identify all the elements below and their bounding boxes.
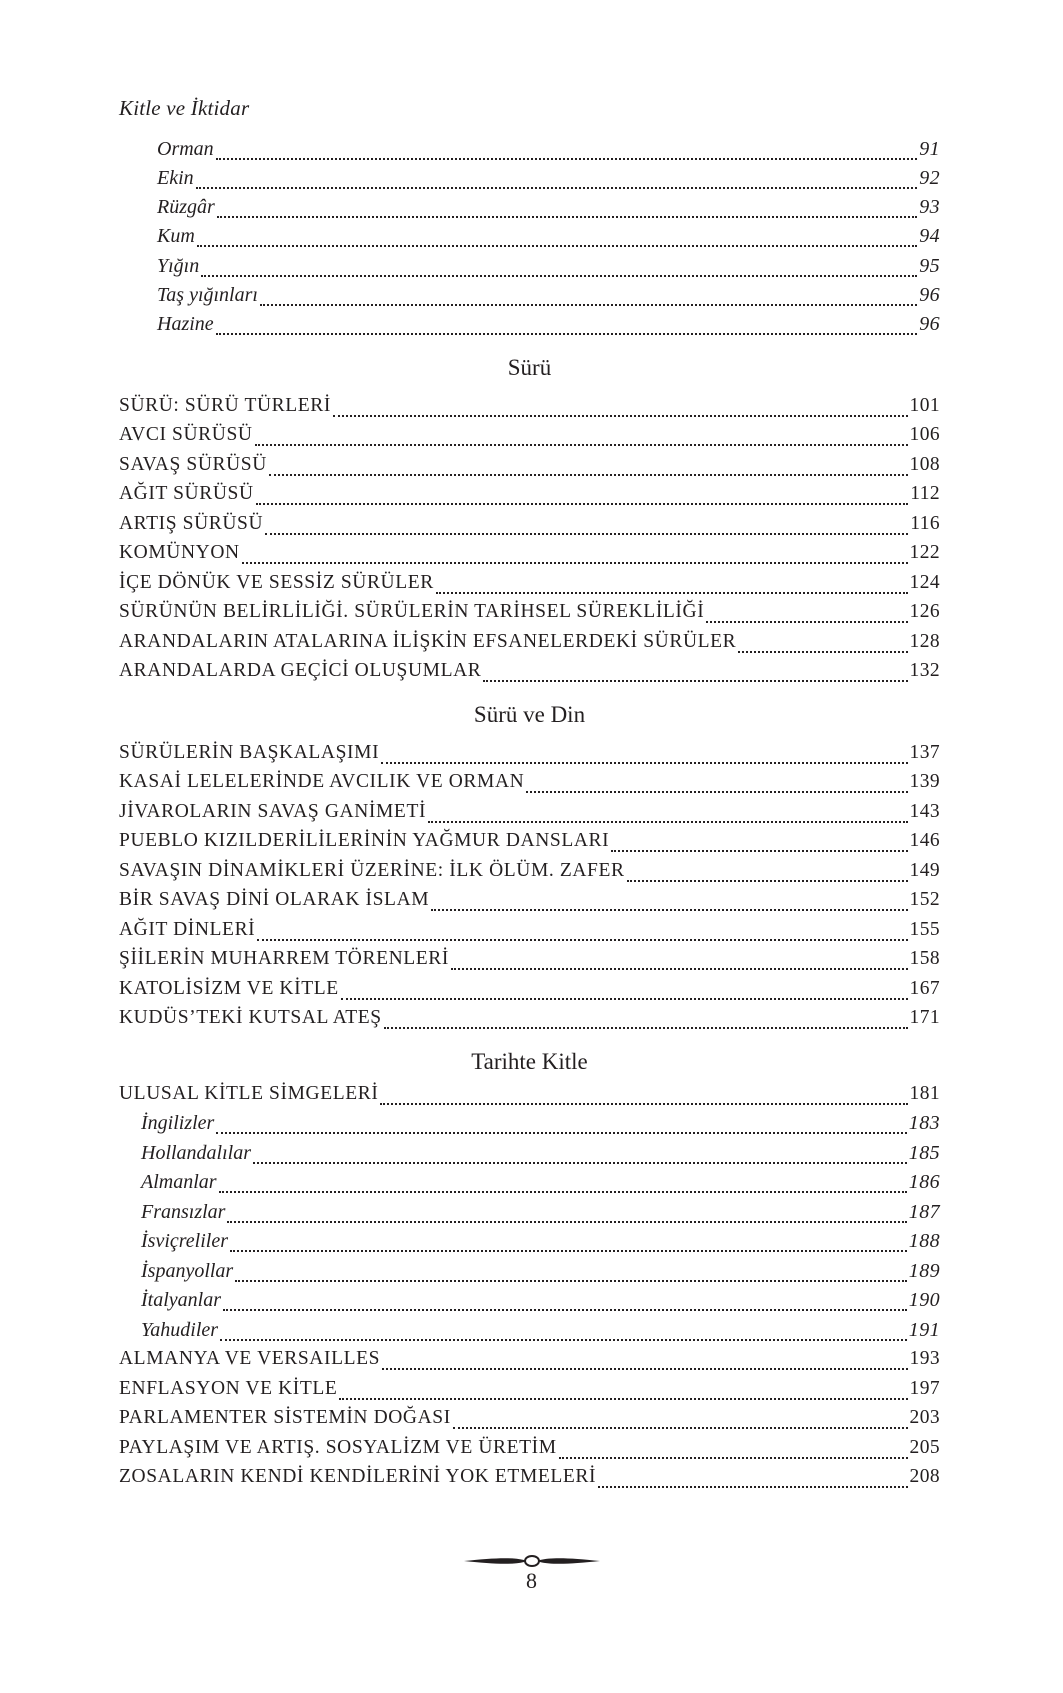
toc-entry-ruzgar: [157, 196, 940, 224]
toc-entry-page: 132: [909, 660, 940, 681]
dot-leader: [453, 1427, 908, 1429]
toc-entry: [119, 742, 940, 770]
toc-entry: [141, 1289, 940, 1317]
section-heading: Sürü ve Din: [473, 702, 586, 727]
toc-entry-page: 126: [909, 601, 940, 622]
toc-entry-page: 143: [909, 801, 940, 822]
toc-entry: [119, 919, 940, 947]
toc-entry-title: SÜRÜ: SÜRÜ TÜRLERİ: [119, 395, 331, 416]
toc-entry-title: Taş yığınları: [157, 284, 258, 306]
dot-leader: [339, 1398, 907, 1400]
toc-entry: [119, 801, 940, 829]
toc-entry-page: 181: [909, 1083, 940, 1104]
toc-entry-kum: [157, 225, 940, 253]
toc-entry-title: ULUSAL KİTLE SİMGELERİ: [119, 1083, 379, 1104]
toc-entry-page: 208: [909, 1466, 940, 1487]
dot-leader: [428, 821, 907, 823]
toc-entry: [119, 395, 940, 423]
toc-entry-title: SAVAŞIN DİNAMİKLERİ ÜZERİNE: İLK ÖLÜM. ZAFER: [119, 860, 625, 881]
dot-leader: [227, 1221, 906, 1223]
toc-entry-title: İtalyanlar: [141, 1289, 221, 1311]
toc-entry-page: 112: [910, 483, 940, 504]
toc-entry-page: 149: [909, 860, 940, 881]
toc-entry-title: SÜRÜLERİN BAŞKALAŞIMI: [119, 742, 380, 763]
toc-entry-title: Kum: [157, 225, 195, 247]
toc-entry-title: İÇE DÖNÜK VE SESSİZ SÜRÜLER: [119, 572, 434, 593]
dot-leader: [526, 791, 907, 793]
dot-leader: [559, 1457, 908, 1459]
toc-entry-page: 128: [909, 631, 940, 652]
toc-entry-page: 94: [919, 225, 940, 247]
toc-entry-title: AVCI SÜRÜSÜ: [119, 424, 253, 445]
toc-entry: [141, 1142, 940, 1170]
toc-entry-title: PARLAMENTER SİSTEMİN DOĞASI: [119, 1407, 451, 1428]
toc-entry-title: KUDÜS’TEKİ KUTSAL ATEŞ: [119, 1007, 382, 1028]
toc-entry-title: Fransızlar: [141, 1201, 226, 1223]
toc-entry-title: Hazine: [157, 313, 214, 335]
toc-entry-page: 96: [919, 284, 940, 306]
toc-entry: [119, 830, 940, 858]
toc-entry: [119, 1466, 940, 1494]
toc-entry-yigin: [157, 255, 940, 283]
dot-leader: [256, 503, 909, 505]
toc-entry-title: İngilizler: [141, 1112, 215, 1134]
dot-leader: [235, 1280, 907, 1282]
dot-leader: [253, 1162, 907, 1164]
toc-entry-page: 167: [909, 978, 940, 999]
toc-entry-title: ŞİİLERİN MUHARREM TÖRENLERİ: [119, 948, 449, 969]
toc-entry-page: 101: [909, 395, 940, 416]
toc-entry-page: 106: [909, 424, 940, 445]
toc-entry: [119, 572, 940, 600]
toc-entry-page: 124: [909, 572, 940, 593]
toc-entry-title: Almanlar: [141, 1171, 217, 1193]
toc-entry-page: 191: [908, 1319, 940, 1341]
dot-leader: [436, 592, 908, 594]
toc-entry-title: SÜRÜNÜN BELİRLİLİĞİ. SÜRÜLERİN TARİHSEL SÜREKLİLİĞİ: [119, 601, 705, 622]
toc-entry: [119, 1348, 940, 1376]
toc-entry-page: 152: [909, 889, 940, 910]
toc-entry: [119, 542, 940, 570]
toc-entry-title: ARANDALARDA GEÇİCİ OLUŞUMLAR: [119, 660, 482, 681]
toc-entry-page: 193: [909, 1348, 940, 1369]
toc-entry: [141, 1260, 940, 1288]
toc-entry-page: 139: [909, 771, 940, 792]
dot-leader: [431, 909, 907, 911]
toc-entry: [119, 513, 940, 541]
toc-entry: [141, 1112, 940, 1140]
toc-entry-page: 146: [909, 830, 940, 851]
toc-entry-ekin: [157, 167, 940, 195]
toc-entry: [119, 771, 940, 799]
dot-leader: [341, 998, 908, 1000]
toc-entry-title: Yahudiler: [141, 1319, 219, 1341]
dot-leader: [260, 304, 917, 306]
toc-entry-title: JİVAROLARIN SAVAŞ GANİMETİ: [119, 801, 427, 822]
dot-leader: [196, 187, 918, 189]
toc-entry-page: 205: [909, 1437, 940, 1458]
dot-leader: [242, 562, 908, 564]
toc-entry: [119, 1407, 940, 1435]
toc-entry-title: PUEBLO KIZILDERİLİLERİNİN YAĞMUR DANSLARI: [119, 830, 610, 851]
toc-entry: [119, 1083, 940, 1111]
dot-leader: [381, 762, 907, 764]
dot-leader: [380, 1103, 907, 1105]
toc-entry-title: Hollandalılar: [141, 1142, 252, 1164]
toc-entry-page: 186: [908, 1171, 940, 1193]
toc-entry: [119, 1437, 940, 1465]
dot-leader: [483, 680, 907, 682]
toc-entry-orman: [157, 138, 940, 166]
toc-entry: [119, 454, 940, 482]
toc-entry: [119, 660, 940, 688]
toc-entry-title: KASAİ LELELERİNDE AVCILIK VE ORMAN: [119, 771, 525, 792]
toc-entry: [119, 889, 940, 917]
toc-entry: [141, 1201, 940, 1229]
toc-entry-title: ZOSALARIN KENDİ KENDİLERİNİ YOK ETMELERİ: [119, 1466, 597, 1487]
toc-entry-title: ALMANYA VE VERSAILLES: [119, 1348, 381, 1369]
toc-entry-title: SAVAŞ SÜRÜSÜ: [119, 454, 267, 475]
toc-entry-page: 91: [919, 138, 940, 160]
toc-entry-title: ARTIŞ SÜRÜSÜ: [119, 513, 264, 534]
dot-leader: [201, 275, 917, 277]
toc-entry-title: AĞIT DİNLERİ: [119, 919, 256, 940]
toc-entry-title: Rüzgâr: [157, 196, 215, 218]
toc-entry-title: Ekin: [157, 167, 194, 189]
toc-entry-page: 92: [919, 167, 940, 189]
toc-entry-page: 108: [909, 454, 940, 475]
toc-entry: [119, 978, 940, 1006]
toc-entry-page: 96: [919, 313, 940, 335]
section-heading: Sürü: [507, 355, 552, 380]
toc-entry-title: KATOLİSİZM VE KİTLE: [119, 978, 339, 999]
toc-entry-page: 95: [919, 255, 940, 277]
toc-entry-page: 187: [908, 1201, 940, 1223]
toc-entry-title: ENFLASYON VE KİTLE: [119, 1378, 338, 1399]
dot-leader: [220, 1339, 907, 1341]
dot-leader: [216, 333, 918, 335]
dot-leader: [598, 1486, 907, 1488]
toc-entry: [119, 483, 940, 511]
toc-entry-page: 158: [909, 948, 940, 969]
toc-entry-title: Yığın: [157, 255, 200, 277]
dot-leader: [627, 880, 908, 882]
toc-entry-title: Orman: [157, 138, 214, 160]
dot-leader: [217, 216, 917, 218]
dot-leader: [216, 1132, 906, 1134]
dot-leader: [611, 850, 907, 852]
toc-entry-page: 190: [908, 1289, 940, 1311]
toc-entry: [119, 1007, 940, 1035]
toc-entry-title: İspanyollar: [141, 1260, 234, 1282]
section-heading: Tarihte Kitle: [471, 1049, 588, 1074]
dot-leader: [197, 245, 917, 247]
toc-entry-page: 137: [909, 742, 940, 763]
toc-entry-page: 203: [909, 1407, 940, 1428]
dot-leader: [451, 968, 908, 970]
toc-entry: [119, 631, 940, 659]
dot-leader: [706, 621, 907, 623]
toc-entry-page: 189: [908, 1260, 940, 1282]
toc-entry-page: 93: [919, 196, 940, 218]
toc-entry: [119, 1378, 940, 1406]
toc-entry: [141, 1230, 940, 1258]
toc-entry-title: BİR SAVAŞ DİNİ OLARAK İSLAM: [119, 889, 430, 910]
toc-entry-page: 183: [908, 1112, 940, 1134]
page-number: 8: [526, 1568, 537, 1593]
toc-entry-hazine: [157, 313, 940, 341]
toc-entry-page: 188: [908, 1230, 940, 1252]
toc-entry: [119, 424, 940, 452]
toc-entry-page: 197: [909, 1378, 940, 1399]
dot-leader: [219, 1191, 907, 1193]
toc-entry-title: KOMÜNYON: [119, 542, 240, 563]
dot-leader: [269, 474, 908, 476]
toc-entry-title: ARANDALARIN ATALARINA İLİŞKİN EFSANELERDEKİ SÜRÜLER: [119, 631, 737, 652]
toc-entry: [119, 860, 940, 888]
dot-leader: [384, 1027, 908, 1029]
toc-entry: [119, 948, 940, 976]
toc-entry: [119, 601, 940, 629]
toc-entry: [141, 1319, 940, 1347]
running-header: Kitle ve İktidar: [119, 96, 250, 120]
toc-entry-page: 171: [909, 1007, 940, 1028]
dot-leader: [255, 444, 908, 446]
dot-leader: [333, 415, 908, 417]
toc-entry-page: 122: [909, 542, 940, 563]
toc-entry-title: AĞIT SÜRÜSÜ: [119, 483, 254, 504]
dot-leader: [265, 533, 908, 535]
toc-entry-tas-yiginlari: [157, 284, 940, 312]
dot-leader: [223, 1309, 907, 1311]
dot-leader: [257, 939, 907, 941]
dot-leader: [738, 651, 907, 653]
dot-leader: [230, 1250, 907, 1252]
toc-entry-page: 116: [910, 513, 940, 534]
toc-entry-page: 155: [909, 919, 940, 940]
toc-entry-title: PAYLAŞIM VE ARTIŞ. SOSYALİZM VE ÜRETİM: [119, 1437, 557, 1458]
dot-leader: [216, 158, 918, 160]
toc-entry: [141, 1171, 940, 1199]
toc-entry-page: 185: [908, 1142, 940, 1164]
toc-entry-title: İsviçreliler: [141, 1230, 229, 1252]
dot-leader: [382, 1368, 907, 1370]
